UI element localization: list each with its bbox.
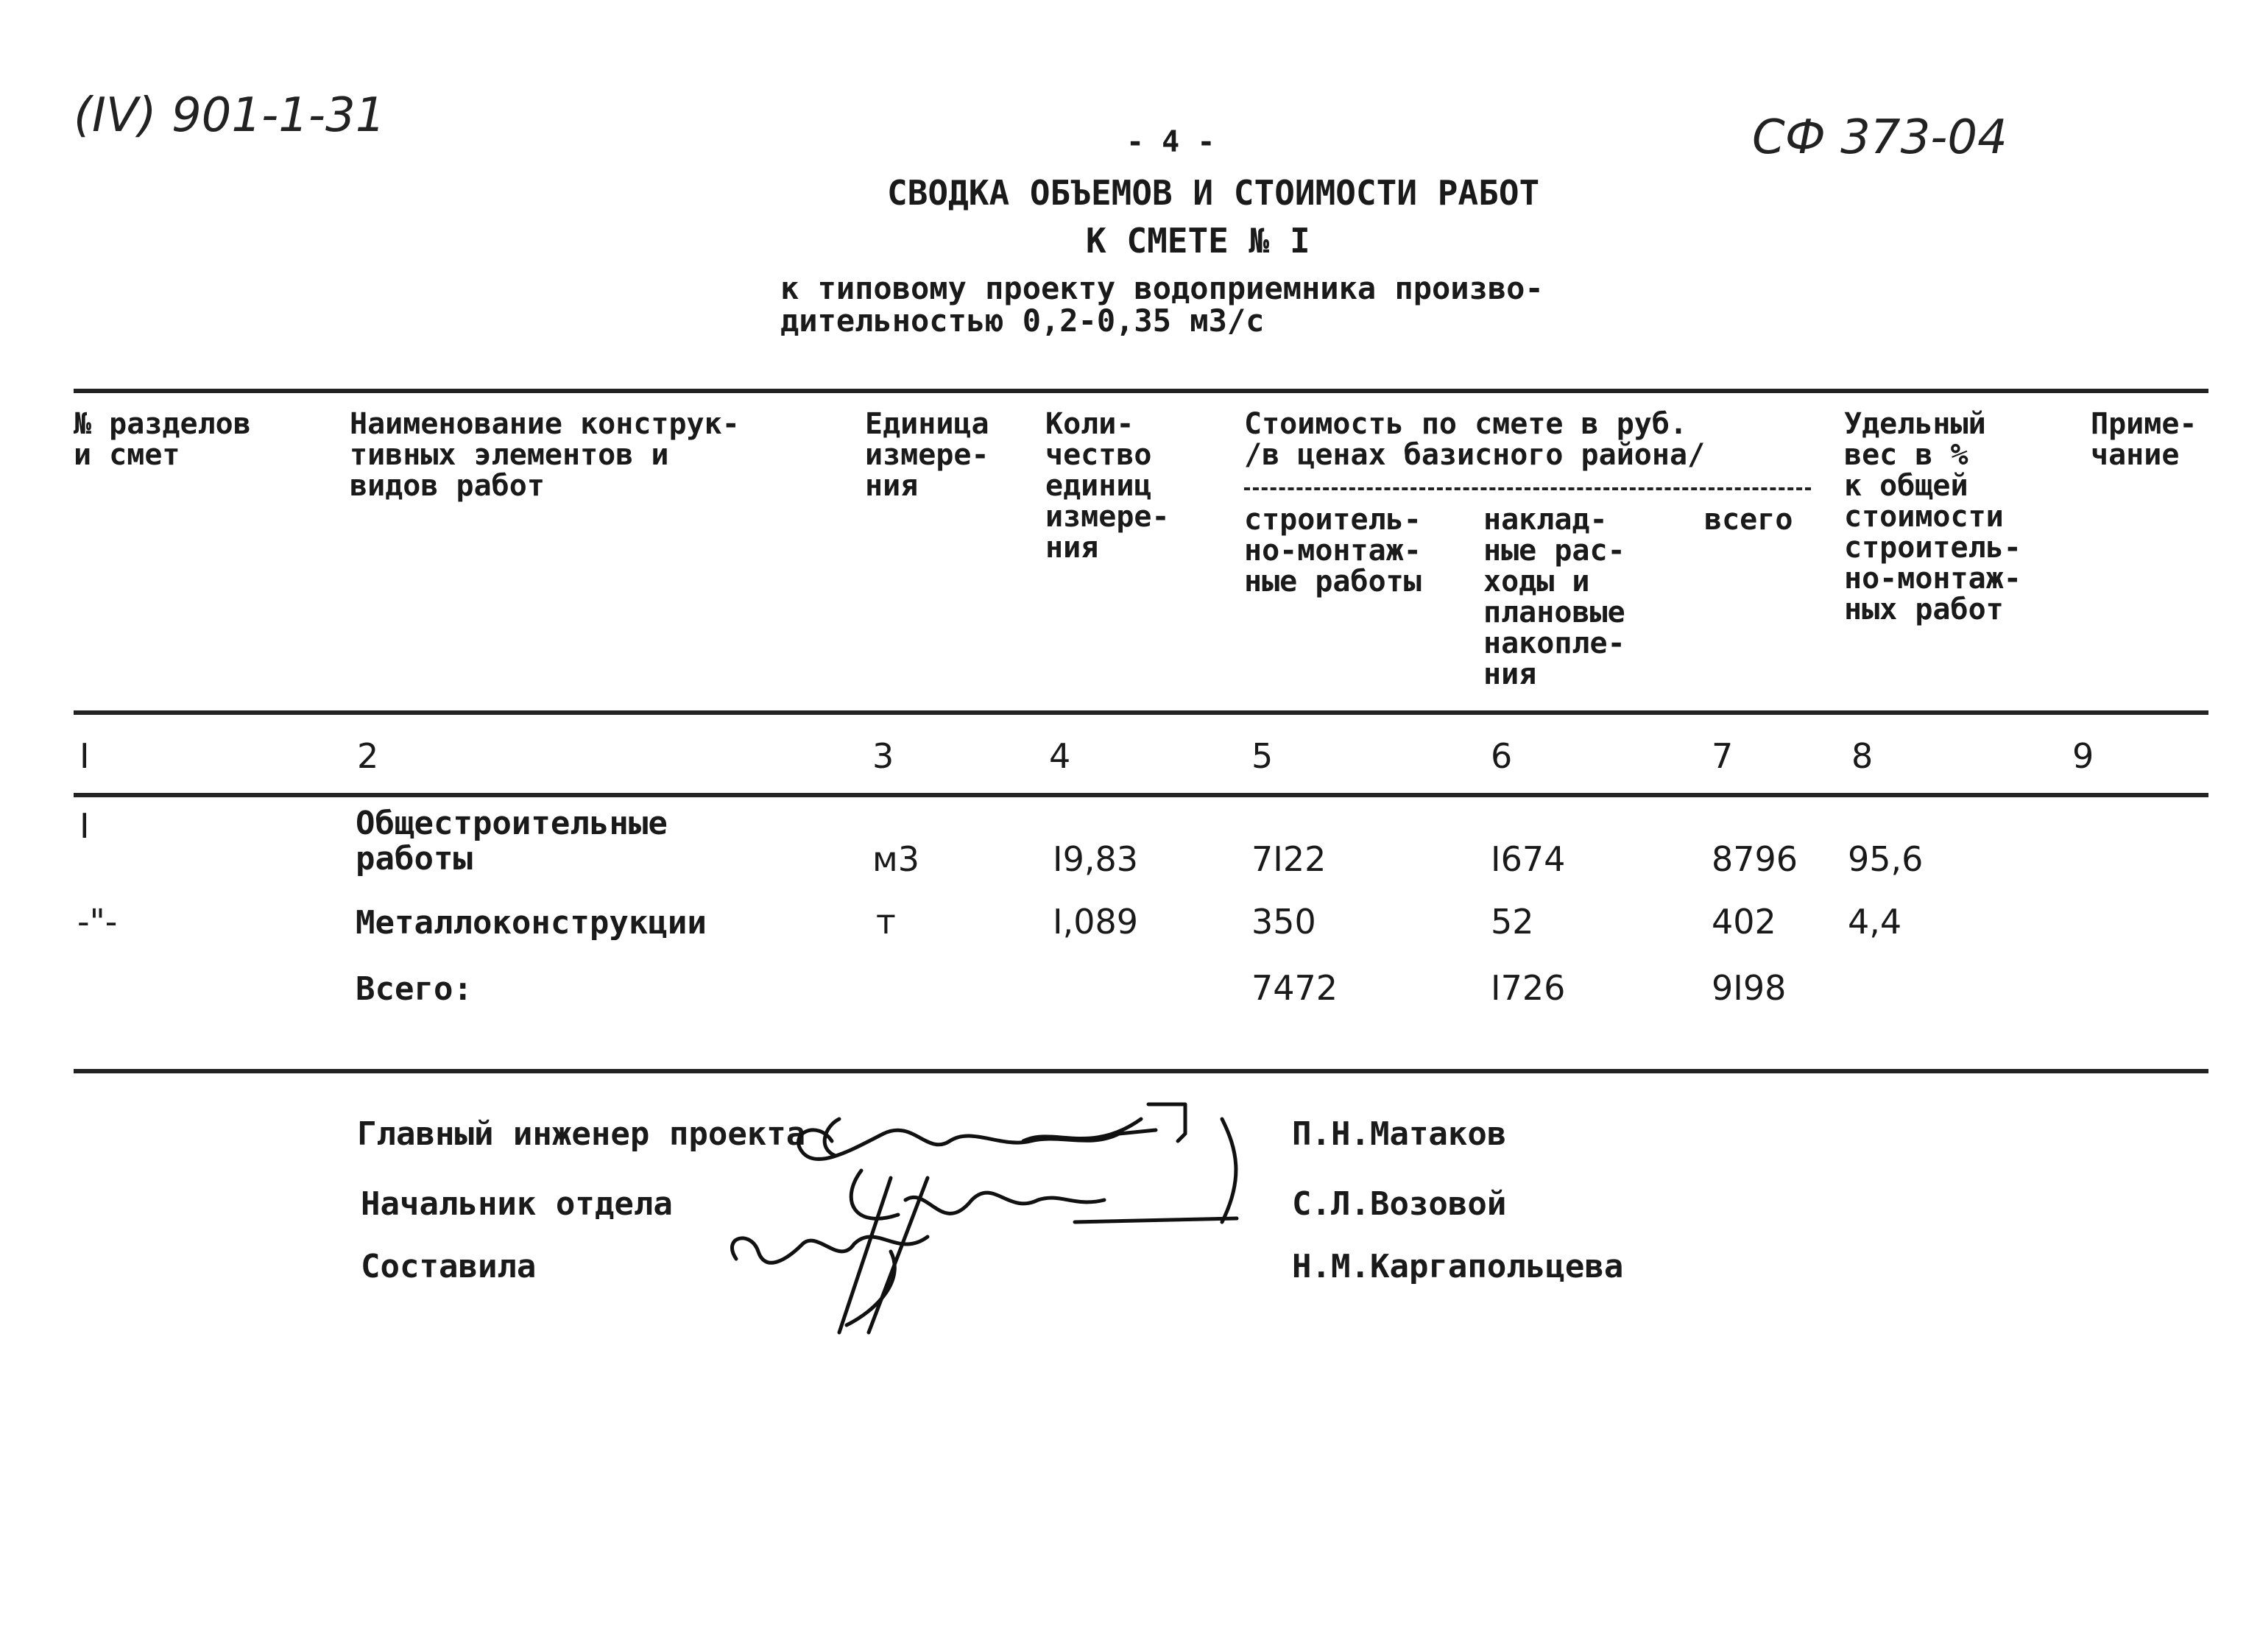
- totals-construction: 7472: [1251, 968, 1338, 1008]
- header-cost-group: Стоимость по смете в руб. /в ценах базисного района/: [1244, 407, 1706, 472]
- signature-stroke: [905, 1193, 1104, 1213]
- table-row-2-number: -"-: [77, 902, 118, 942]
- table-row-1-quantity: I9,83: [1053, 839, 1138, 879]
- header-quantity: Коли- чество единиц измере- ния: [1045, 407, 1170, 565]
- signature-stroke: [1023, 1119, 1141, 1141]
- header-note: Приме- чание: [2091, 407, 2197, 472]
- totals-total: 9I98: [1712, 968, 1787, 1008]
- header-share: Удельный вес в % к общей стоимости строитель- но-монтаж- ных работ: [1844, 407, 2021, 626]
- header-name: Наименование конструк- тивных элементов и видов работ: [350, 407, 740, 503]
- table-row-1-share: 95,6: [1848, 839, 1924, 879]
- column-number: 7: [1712, 736, 1734, 776]
- signature-stroke: [1222, 1119, 1236, 1222]
- header-overhead: наклад- ные рас- ходы и плановые накопле- ния: [1483, 503, 1625, 691]
- table-row-1-unit: м3: [872, 839, 919, 879]
- table-row-2-quantity: I,089: [1053, 902, 1138, 942]
- column-number: 4: [1049, 736, 1071, 776]
- header-total: всего: [1704, 503, 1793, 537]
- totals-label: Всего:: [356, 970, 473, 1008]
- column-number: 8: [1851, 736, 1874, 776]
- signature-name-chief-engineer: П.Н.Матаков: [1292, 1115, 1507, 1153]
- header-section-number: № разделов и смет: [74, 407, 251, 472]
- signature-stroke: [839, 1178, 891, 1332]
- signature-stroke: [824, 1119, 839, 1156]
- document-title: СВОДКА ОБЪЕМОВ И СТОИМОСТИ РАБОТ: [887, 173, 1540, 213]
- table-row-2-construction: 350: [1251, 902, 1316, 942]
- table-row-2-total: 402: [1712, 902, 1776, 942]
- table-row-2-name: Металлоконструкции: [356, 904, 707, 942]
- handwritten-signatures: [707, 1090, 1266, 1355]
- table-row-2-overhead: 52: [1491, 902, 1534, 942]
- header-unit: Единица измере- ния: [865, 407, 989, 503]
- signature-stroke: [869, 1178, 928, 1332]
- subtitle-line-1: к типовому проекту водоприемника произво-: [780, 270, 1544, 306]
- column-number: 3: [872, 736, 894, 776]
- numbers-bottom-rule: [74, 793, 2208, 797]
- table-row-2-share: 4,4: [1848, 902, 1902, 942]
- table-top-rule: [74, 389, 2208, 393]
- document-title-line2: К СМЕТЕ № I: [1086, 221, 1310, 261]
- signature-stroke: [1075, 1218, 1237, 1222]
- signature-role-compiler: Составила: [361, 1248, 537, 1285]
- signature-name-compiler: Н.М.Каргапольцева: [1292, 1248, 1624, 1285]
- signature-stroke: [799, 1130, 1156, 1159]
- totals-overhead: I726: [1491, 968, 1566, 1008]
- signature-role-head-of-department: Начальник отдела: [361, 1185, 673, 1223]
- table-row-1-total: 8796: [1712, 839, 1798, 879]
- column-number: I: [80, 736, 90, 776]
- page-number: - 4 -: [1126, 125, 1215, 159]
- table-bottom-rule: [74, 1069, 2208, 1073]
- table-row-1-construction: 7I22: [1251, 839, 1327, 879]
- table-row-1-name: Общестроительные работы: [356, 805, 668, 878]
- table-row-2-unit: т: [876, 902, 896, 942]
- column-number: 5: [1251, 736, 1274, 776]
- table-row-1-overhead: I674: [1491, 839, 1566, 879]
- column-number: 9: [2072, 736, 2094, 776]
- column-number: 2: [357, 736, 379, 776]
- signature-role-chief-engineer: Главный инженер проекта: [357, 1115, 806, 1153]
- stamp-left: (IV) 901-1-31: [74, 88, 386, 143]
- stamp-right: СФ 373-04: [1752, 110, 2007, 165]
- header-bottom-rule: [74, 710, 2208, 715]
- signature-stroke: [1148, 1104, 1185, 1141]
- table-row-1-number: I: [80, 806, 90, 846]
- cost-group-divider: [1244, 487, 1811, 490]
- document-subtitle: [780, 272, 1544, 337]
- subtitle-line-2: дительностью 0,2-0,35 м3/с: [780, 303, 1265, 339]
- column-number: 6: [1491, 736, 1513, 776]
- header-construction-works: строитель- но-монтаж- ные работы: [1244, 503, 1422, 599]
- signature-name-head-of-department: С.Л.Возовой: [1292, 1185, 1507, 1223]
